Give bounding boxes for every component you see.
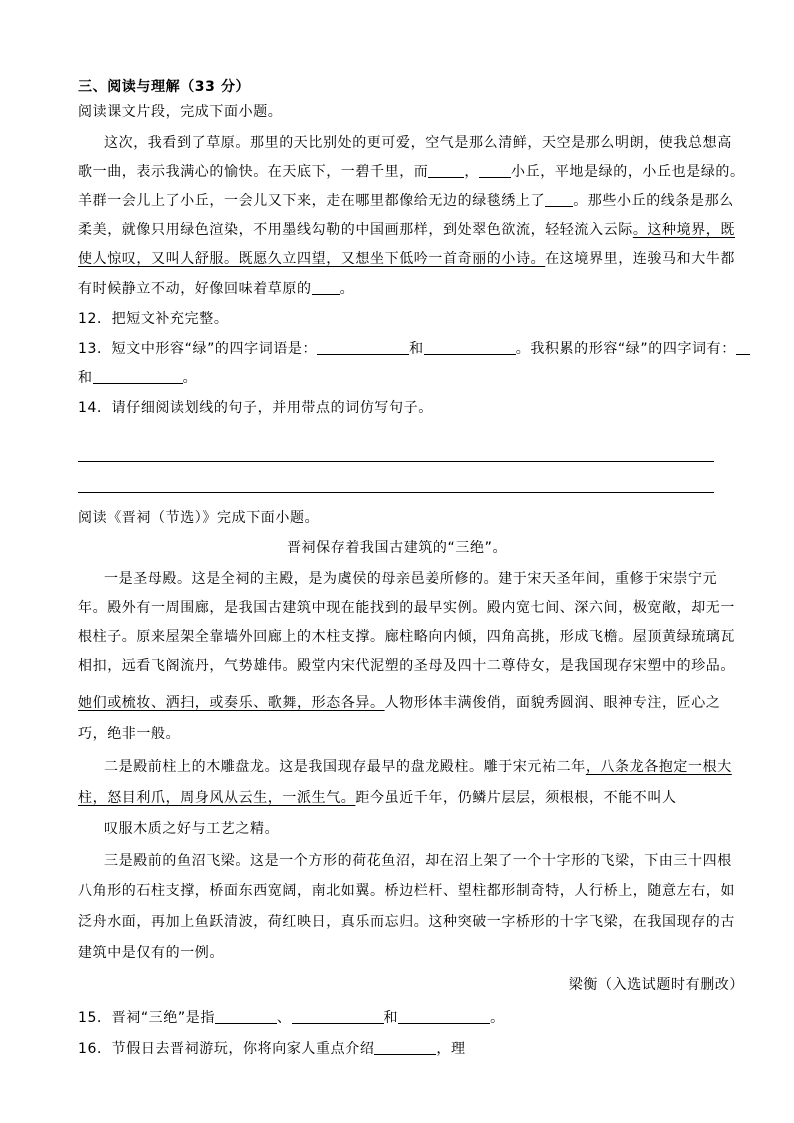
underlined-sentence: 她们或梳妆、洒扫，或奏乐、歌舞，形态各异。 [78,695,385,711]
passage-line: 一是圣母殿。这是全祠的主殿，是为虞侯的母亲邑姜所修的。建于宋天圣年间，重修于宋崇宁元 [104,571,718,587]
answer-blank[interactable] [398,1009,490,1024]
passage-line: 三是殿前的鱼沼飞梁。这是一个方形的荷花鱼沼，却在沼上架了一个十字形的飞梁，下由三十四根 [104,853,732,869]
underlined-sentence: 使人惊叹，又叫人舒服。既愿久立四望，又想坐下低吟一首奇丽的小诗。 [78,251,546,267]
fill-blank[interactable] [312,280,340,295]
passage-line: 这次，我看到了草原。那里的天比别处的更可爱，空气是那么清鲜，天空是那么明朗，使我总想高 [104,135,732,151]
fill-blank[interactable] [545,192,573,207]
question-12: 12．把短文补充完整。 [78,311,229,327]
answer-line[interactable] [78,461,714,462]
passage-line: 巧，绝非一般。 [78,726,181,742]
passage-line: 八角形的石柱支撑，桥面东西宽阔，南北如翼。桥边栏杆、望柱都形制奇特，人行桥上，随意左右，如 [78,883,735,899]
section-instruction: 阅读课文片段，完成下面小题。 [78,104,283,120]
passage-title: 晋祠保存着我国古建筑的“三绝”。 [286,540,508,556]
underlined-sentence: 柱，怒目利爪，周身风从云生，一派生气。 [78,790,356,806]
fill-blank[interactable] [479,163,511,178]
passage-line: 叹服木质之好与工艺之精。 [104,821,280,837]
answer-blank[interactable] [317,340,409,355]
underlined-sentence: ，八条龙各抱定一根大 [585,759,732,775]
question-15: 15．晋祠“三绝”是指 、 和 。 [78,1010,505,1026]
passage-source: 梁衡（入选试题时有删改） [568,977,744,993]
passage-line: 羊群一会儿上了小丘，一会儿又下来，走在哪里都像给无边的绿毯绣上了 。那些小丘的线条是那么 [78,193,734,209]
passage-line: 柔美，就像只用绿色渲染，不用墨线勾勒的中国画那样，到处翠色欲流，轻轻流入云际。这种境界，既 [78,222,736,238]
answer-blank[interactable] [215,1009,277,1024]
passage-line: 二是殿前柱上的木雕盘龙。这是我国现存最早的盘龙殿柱。雕于宋元祐二年，八条龙各抱定一根大 [104,759,732,775]
answer-line[interactable] [78,492,714,493]
answer-blank[interactable] [374,1040,436,1055]
passage-line: 歌一曲，表示我满心的愉快。在天底下，一碧千里，而 ， 小丘，平地是绿的，小丘也是绿的。 [78,164,745,180]
question-13: 13．短文中形容“绿”的四字词语是： 和 。我积累的形容“绿”的四字词有： [78,340,750,358]
passage-line: 柱，怒目利爪，周身风从云生，一派生气。距今虽近千年，仍鳞片层层，须根根，不能不叫人 [78,790,677,806]
passage-line: 相扣，远看飞阁流丹，气势雄伟。殿堂内宋代泥塑的圣母及四十二尊侍女，是我国现存宋塑中的珍品。 [78,658,735,674]
answer-blank[interactable] [292,1009,384,1024]
answer-blank[interactable] [736,340,750,355]
fill-blank[interactable] [428,163,464,178]
underlined-sentence: 。这种境界，既 [632,222,736,238]
passage-line: 建筑中是仅有的一例。 [78,945,224,961]
passage-line: 有时候静立不动，好像回味着草原的 。 [78,281,355,297]
passage-line: 年。殿外有一周围廊，是我国古建筑中现在能找到的最早实例。殿内宽七间、深六间，极宽敞，却无一 [78,600,735,616]
passage-line: 她们或梳妆、洒扫，或奏乐、歌舞，形态各异。人物形体丰满俊俏，面貌秀圆润、眼神专注，匠心之 [78,695,721,711]
passage-line: 泛舟水面，再加上鱼跃清波，荷红映日，真乐而忘归。这种突破一字桥形的十字飞梁，在我国现存的古 [78,914,735,930]
passage-line: 根柱子。原来屋架全靠墙外回廊上的木柱支撑。廊柱略向内倾，四角高挑，形成飞檐。屋顶黄绿琉璃瓦 [78,629,735,645]
question-13-cont: 和 。 [78,370,198,386]
question-14: 14．请仔细阅读划线的句子，并用带点的词仿写句子。 [78,400,433,416]
answer-blank[interactable] [93,369,183,384]
question-16: 16．节假日去晋祠游玩，你将向家人重点介绍 ，理 [78,1041,466,1057]
section-instruction: 阅读《晋祠（节选）》完成下面小题。 [78,510,320,526]
section-heading: 三、阅读与理解（33 分） [78,79,251,95]
answer-blank[interactable] [424,340,516,355]
passage-line: 使人惊叹，又叫人舒服。既愿久立四望，又想坐下低吟一首奇丽的小诗。在这境界里，连骏马和大牛都 [78,251,736,267]
